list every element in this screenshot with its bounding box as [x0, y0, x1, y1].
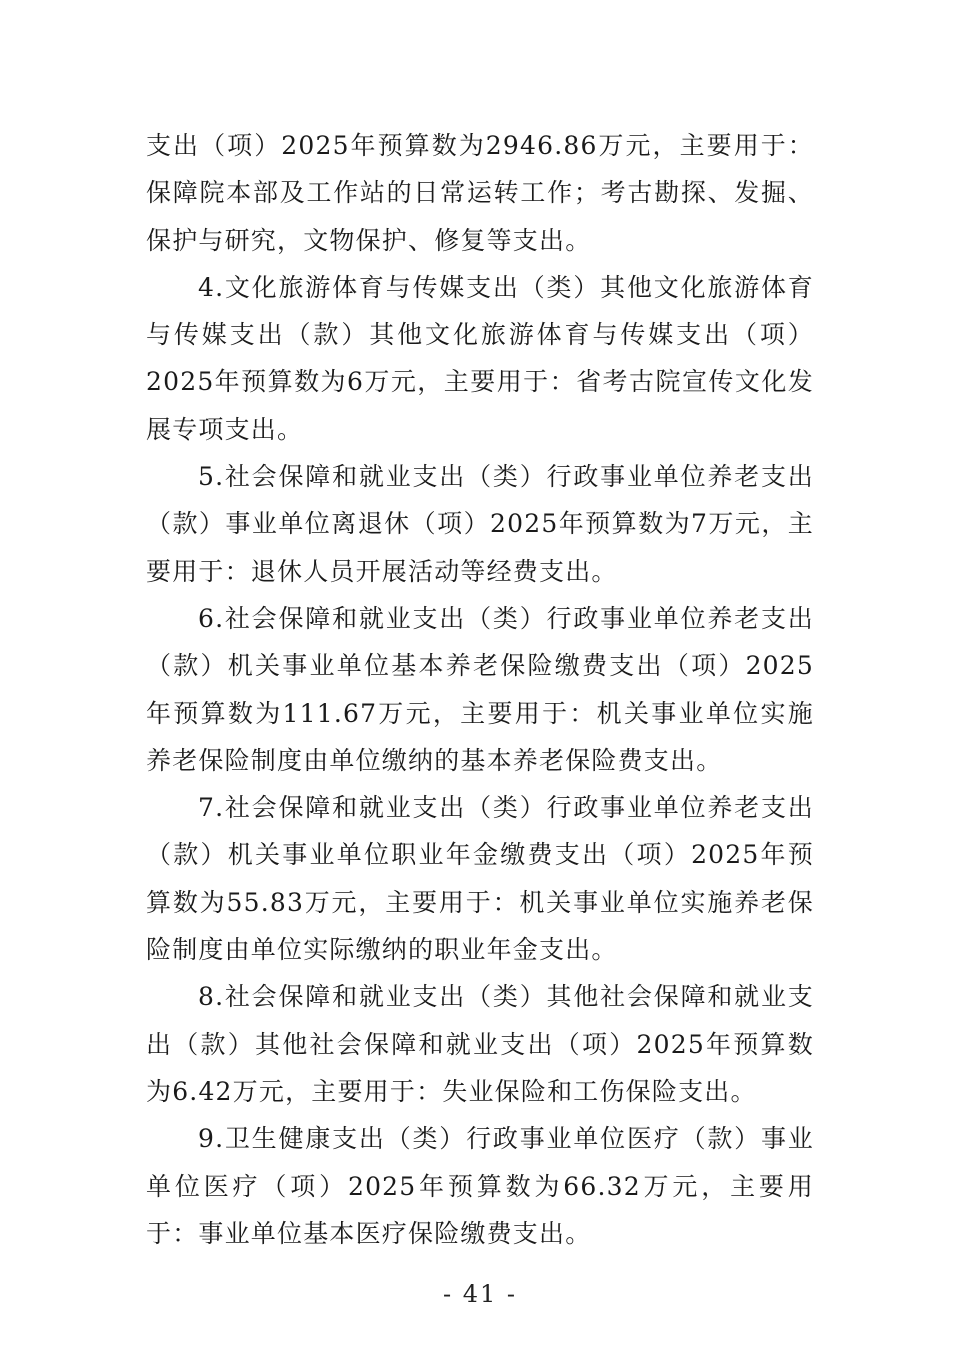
- paragraph-item-4: 4.文化旅游体育与传媒支出（类）其他文化旅游体育与传媒支出（款）其他文化旅游体育与传媒支出（项）2025年预算数为6万元，主要用于：省考古院宣传文化发展专项支出。: [146, 272, 814, 444]
- paragraph-item-9: 9.卫生健康支出（类）行政事业单位医疗（款）事业单位医疗（项）2025年预算数为66.32万元，主要用于：事业单位基本医疗保险缴费支出。: [146, 1124, 814, 1248]
- paragraph-item-6: 6.社会保障和就业支出（类）行政事业单位养老支出（款）机关事业单位基本养老保险缴费支出（项）2025年预算数为111.67万元，主要用于：机关事业单位实施养老保险制度由单位缴纳的基本养老保险费支出。: [146, 603, 814, 775]
- paragraph-item-5: 5.社会保障和就业支出（类）行政事业单位养老支出（款）事业单位离退休（项）2025年预算数为7万元，主要用于：退休人员开展活动等经费支出。: [146, 462, 814, 586]
- paragraph-continuation: 支出（项）2025年预算数为2946.86万元，主要用于：保障院本部及工作站的日常运转工作；考古勘探、发掘、保护与研究，文物保护、修复等支出。: [146, 131, 814, 255]
- paragraph-item-7: 7.社会保障和就业支出（类）行政事业单位养老支出（款）机关事业单位职业年金缴费支出（项）2025年预算数为55.83万元，主要用于：机关事业单位实施养老保险制度由单位实际缴纳的职业年金支出。: [146, 793, 814, 965]
- paragraph-item-8: 8.社会保障和就业支出（类）其他社会保障和就业支出（款）其他社会保障和就业支出（项）2025年预算数为6.42万元，主要用于：失业保险和工伤保险支出。: [146, 982, 814, 1106]
- document-body: [146, 122, 814, 1257]
- page-number: - 41 -: [442, 1280, 517, 1308]
